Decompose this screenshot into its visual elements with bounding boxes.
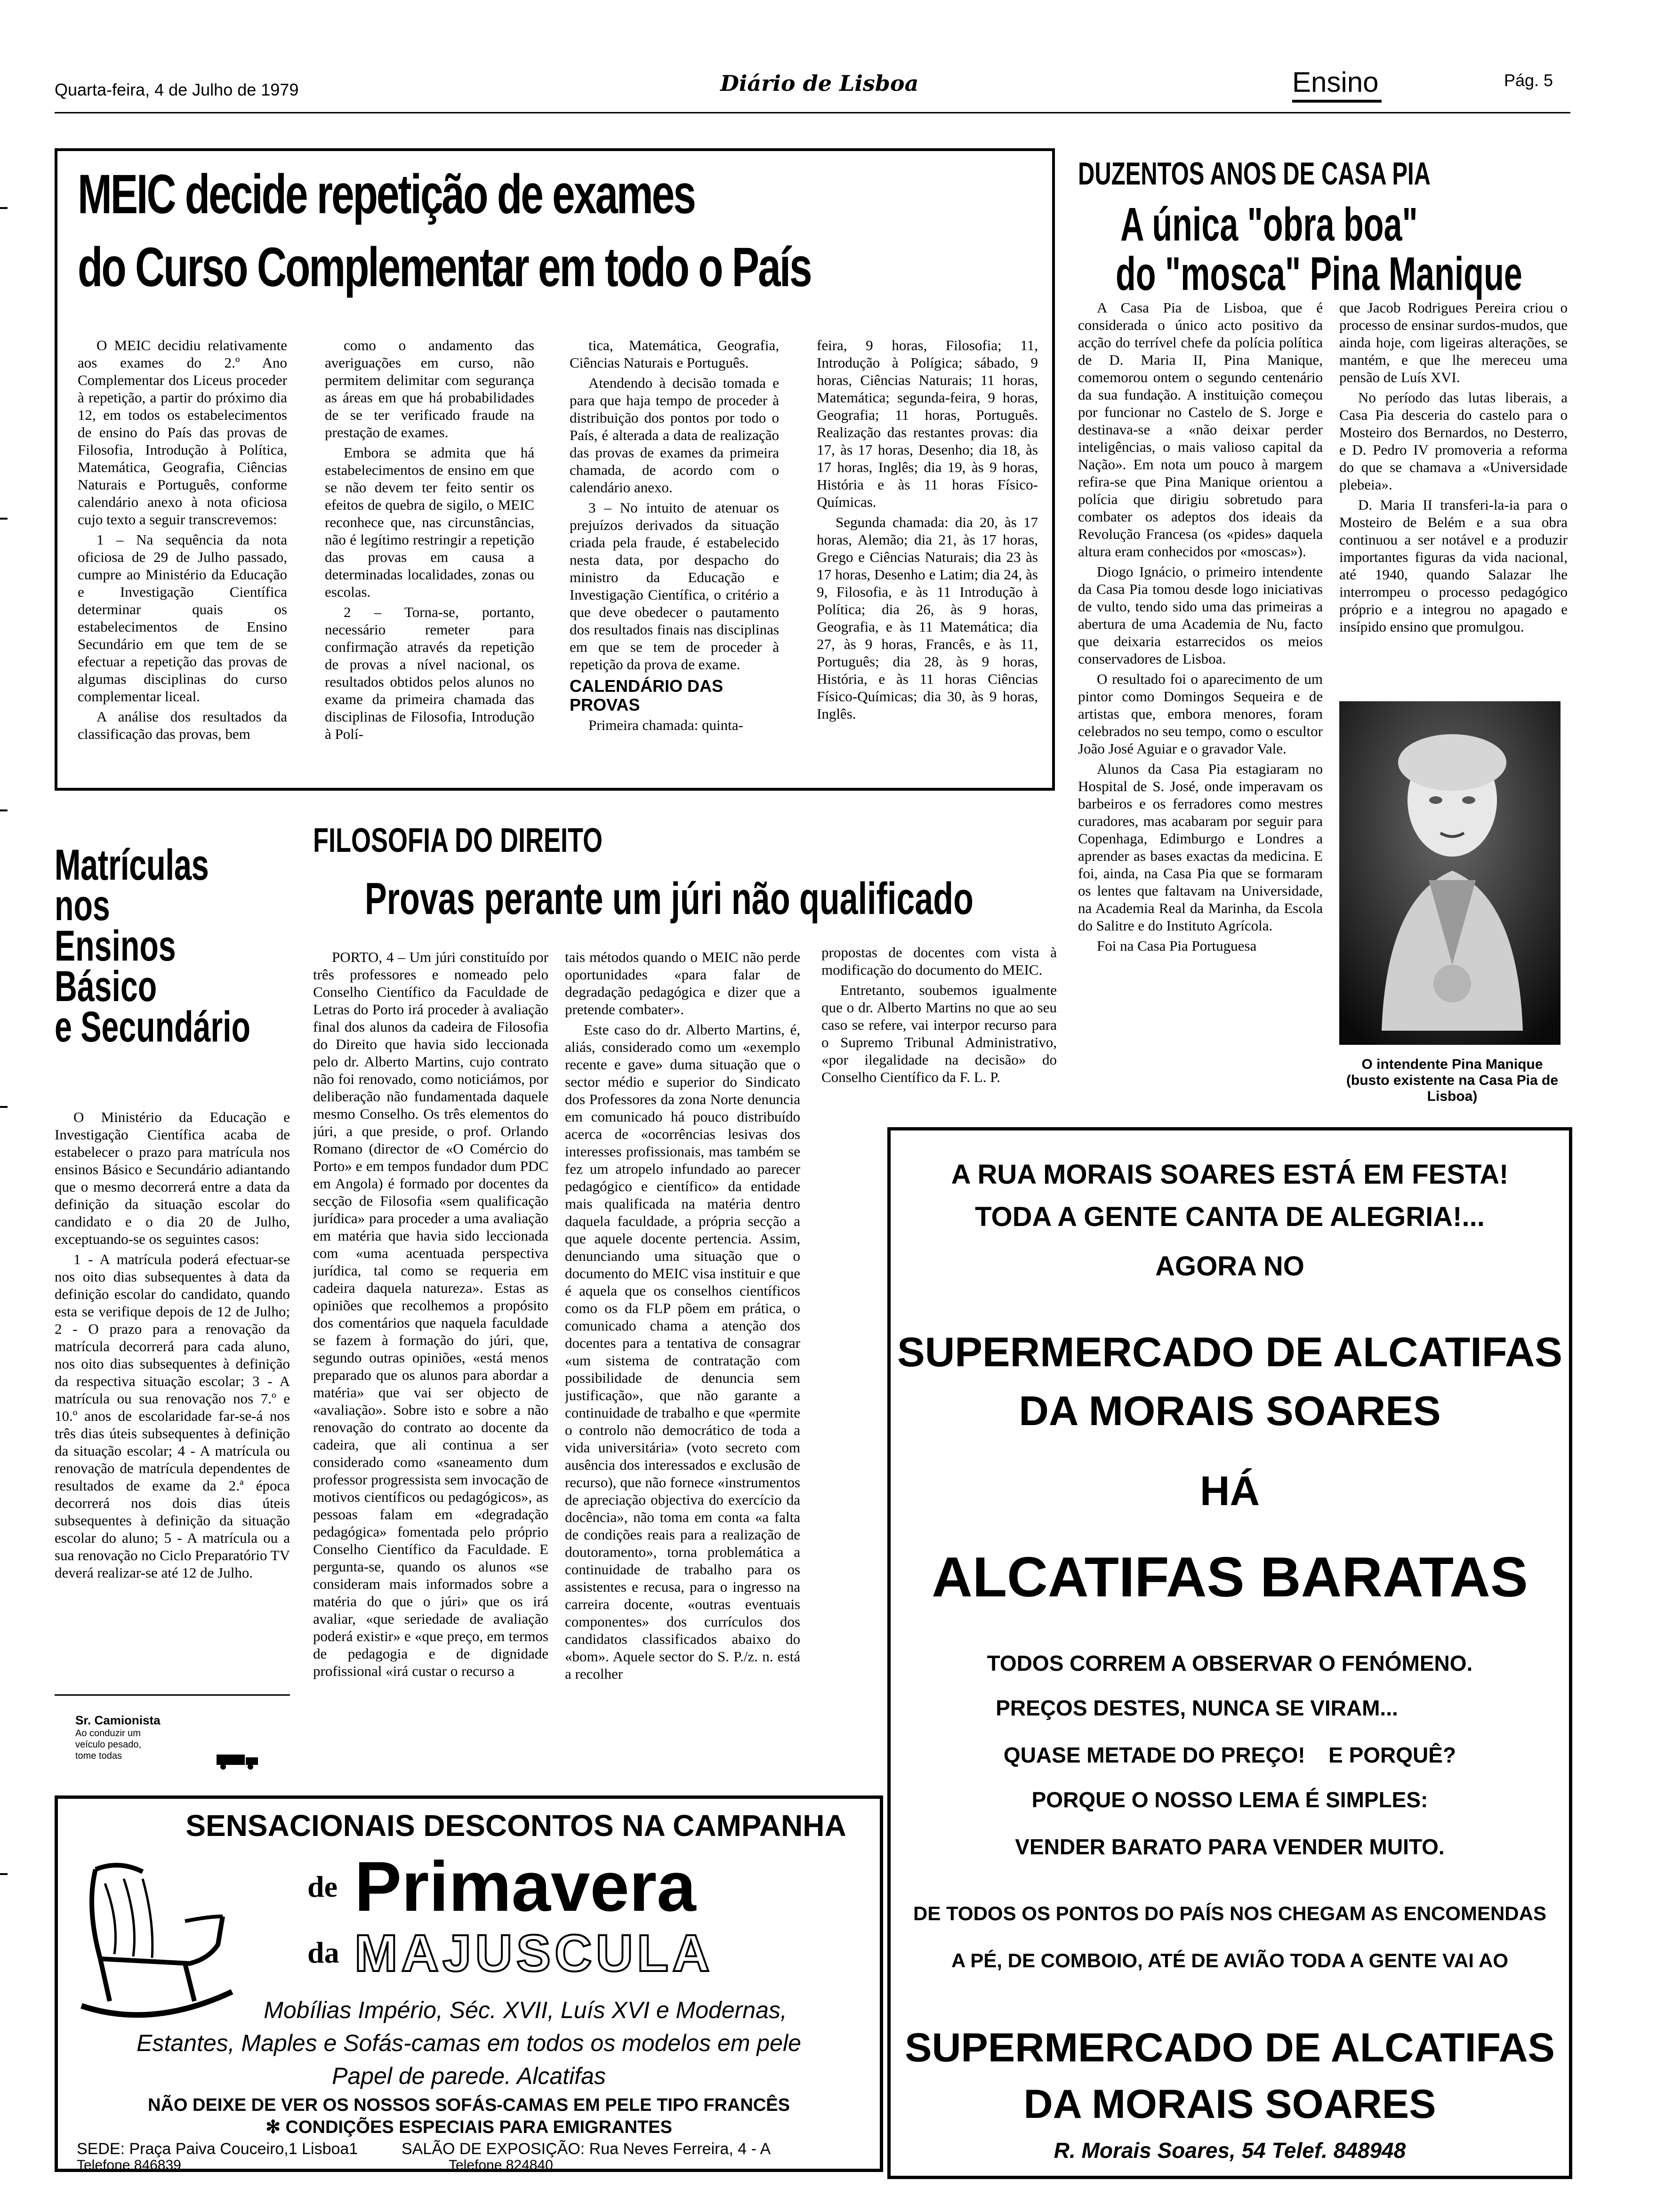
ad-line-fenomeno: TODOS CORREM A OBSERVAR O FENÓMENO.	[987, 1651, 1473, 1675]
ad-line-lema: PORQUE O NOSSO LEMA É SIMPLES:	[1031, 1787, 1428, 1812]
paragraph: Embora se admita que há estabelecimentos de ensino em que se não devem ter feito sentir os efeitos de quebra de sigilo, o MEIC reconhece que, nas circunstâncias, não é legítimo restringir a repetição das provas em causa a determinadas localidades, zonas ou escolas.	[325, 444, 534, 600]
casapia-headline-line1: A única "obra boa"	[1120, 198, 1418, 251]
ad-line-alegria: TODA A GENTE CANTA DE ALEGRIA!...	[975, 1202, 1485, 1232]
primavera-line-emigrantes: ✻ CONDIÇÕES ESPECIAIS PARA EMIGRANTES	[265, 2117, 672, 2137]
matriculas-headline-line: Matrículas	[55, 841, 209, 889]
matriculas-headline-block	[55, 841, 285, 1051]
margin-arrow-marker	[0, 207, 8, 209]
filosofia-headline: Provas perante um júri não qualificado	[365, 874, 973, 924]
meic-column-3	[570, 337, 779, 784]
camionista-text: Ao conduzir um veículo pesado, tome todas	[75, 1728, 142, 1761]
primavera-salao: SALÃO DE EXPOSIÇÃO: Rua Neves Ferreira, 4 - A	[402, 2140, 771, 2158]
paragraph: Foi na Casa Pia Portuguesa	[1097, 938, 1257, 954]
filosofia-column-1	[313, 948, 548, 1781]
paragraph: PORTO, 4 – Um júri constituído por três professores e nomeado pelo Conselho Científico da Faculdade de Letras do Porto irá proceder à avaliação final dos alunos da cadeira de Filosofia do Direito que havia sido leccionada pelo dr. Alberto Martins, cujo contrato não foi renovado, como noticiámos, por deliberação não fundamentada daquele mesmo Conselho. Os três elementos do júri, a que preside, o prof. Orlando Romano (director de «O Comércio do Porto» e em tempos fundador dum PDC em Angola) é formado por docentes da secção de Filosofia «sem qualificação jurídica» para proceder a uma avaliação em matéria que havia sido leccionada com «uma acentuada perspectiva jurídica, tal como se requeria em cadeira daquela natureza». Estas as opiniões que recolhemos a propósito dos comentários que naquela faculdade se fazem à formação do júri, que, segundo outras opiniões, «está menos preparado que os alunos para abordar a matéria» que vai ser objecto de «avaliação». Sobre isto e sobre a não renovação do contrato ao docente da cadeira, que ali continua a ser considerado como «saneamento dum professor progressista sem invocação de motivos científicos ou pedagógicos», as pessoas falam em «degradação pedagógica» fomentada pelo próprio Conselho Científico da Faculdade. E pergunta-se, quando os alunos «se consideram mais informados sobre a matéria do que o júri» que os irá avaliar, «que seriedade de avaliação poderá existir» e «que preço, em termos de pedagogia e de dignidade profissional «irá custar o recurso a	[313, 949, 548, 1679]
ad-line-morais-soares: DA MORAIS SOARES	[1019, 1387, 1441, 1434]
filosofia-column-2	[565, 948, 800, 1781]
matriculas-headline-line: nos	[55, 882, 110, 930]
meic-column-1	[78, 337, 287, 784]
filosofia-column-3	[821, 944, 1057, 1122]
primavera-tel-sede: Telefone 846839	[77, 2157, 181, 2173]
ad-line-metade-a: QUASE METADE DO PREÇO!	[1003, 1743, 1305, 1767]
paragraph: 2 – Torna-se, portanto, necessário remeter para confirmação através da repetição de provas a nível nacional, os resultados obtidos pelos alunos no exame da primeira chamada das disciplinas de Filosofia, Introdução à Polí-	[325, 604, 534, 742]
ad-line-supermercado: SUPERMERCADO DE ALCATIFAS	[897, 1329, 1562, 1375]
paragraph: A Casa Pia de Lisboa, que é considerada o único acto positivo da acção do terrível chefe da polícia política de D. Maria II, Pina Manique, comemorou ontem o segundo centenário da sua fundação. A instituição começou por funcionar no Castelo de S. Jorge e destinava-se a «não deixar perder inteligências, o mais valioso capital da Nação». Em nota um pouco à margem refira-se que Pina Manique orientou a polícia que dirigiu sobretudo para combater os adeptos dos ideais da Revolução Francesa (os «pides» daquela altura eram conhecidos por «moscas»).	[1078, 299, 1323, 560]
paragraph: feira, 9 horas, Filosofia; 11, Introdução à Polígica; sábado, 9 horas, Ciências Naturais; 11 horas, Matemática; segunda-feira, 9 horas, Geografia; 11 horas, Português. Realização das restantes provas: dia 17, às 17 horas, Desenho; dia 18, às 17 horas, Inglês; dia 19, às 9 horas, História e às 11 horas Físico-Químicas.	[817, 337, 1038, 510]
primavera-line-sofas: NÃO DEIXE DE VER OS NOSSOS SOFÁS-CAMAS EM PELE TIPO FRANCÊS	[148, 2095, 790, 2115]
meic-column-4	[817, 337, 1038, 784]
primavera-headline: SENSACIONAIS DESCONTOS NA CAMPANHA	[185, 1809, 846, 1843]
meic-headline-line1: MEIC decide repetição de exames	[78, 163, 695, 225]
primavera-word: Primavera	[354, 1847, 696, 1926]
camionista-title: Sr. Camionista	[75, 1713, 161, 1727]
paragraph: tais métodos quando o MEIC não perde oportunidades «para falar de degradação pedagógica e dizer que a pretende combater».	[565, 949, 800, 1018]
paragraph: Atendendo à decisão tomada e para que haja tempo de proceder à distribuição dos pontos por todo o País, é alterada a data de realização das provas de exames da primeira chamada, de acordo com o calendário anexo.	[570, 375, 779, 496]
bust-photo-caption: O intendente Pina Manique (busto existente na Casa Pia de Lisboa)	[1346, 1057, 1559, 1104]
meic-headline-line2: do Curso Complementar em todo o País	[78, 236, 811, 298]
margin-arrow-marker	[0, 1873, 8, 1875]
ad-line-metade-b: E PORQUÊ?	[1328, 1743, 1456, 1767]
paragraph: propostas de docentes com vista à modificação do documento do MEIC.	[821, 944, 1057, 978]
camionista-box	[75, 1713, 273, 1770]
matriculas-headline-line: Ensinos	[55, 922, 176, 970]
margin-arrow-marker	[0, 518, 8, 520]
paragraph: tica, Matemática, Geografia, Ciências Naturais e Português.	[570, 337, 779, 371]
ad-line-ha: HÁ	[1199, 1467, 1260, 1514]
paragraph: O Ministério da Educação e Investigação Científica acaba de estabelecer o prazo para matrícula nos ensinos Básico e Secundário adiantando que o mesmo decorrerá entre a data da definição da situação escolar do candidato e o dia 20 de Julho, exceptuando-se os seguintes casos:	[55, 1109, 290, 1247]
alcatifas-advertisement	[887, 1127, 1572, 2179]
matriculas-headline-line: e Secundário	[55, 1003, 250, 1051]
ad-line-metade	[891, 1742, 1569, 1768]
ad-line-morais-soares-2: DA MORAIS SOARES	[1023, 2082, 1436, 2127]
primavera-advertisement	[55, 1795, 883, 2172]
paragraph: O MEIC decidiu relativamente aos exames do 2.º Ano Complementar dos Liceus proceder à repetição, a partir do próximo dia 12, em todos os estabelecimentos de ensino do País das provas de Filosofia, Introdução à Política, Matemática, Geografia, Ciências Naturais e Português, conforme calendário anexo à nota oficiosa cujo texto a seguir transcrevemos:	[78, 337, 287, 528]
paragraph: Entretanto, soubemos igualmente que o dr. Alberto Martins no que ao seu caso se refere, vai interpor recurso para o Supremo Tribunal Administrativo, «por ilegalidade na decisão» do Conselho Científico da F. L. P.	[821, 982, 1057, 1085]
casapia-kicker: DUZENTOS ANOS DE CASA PIA	[1078, 156, 1431, 192]
filosofia-kicker: FILOSOFIA DO DIREITO	[313, 822, 603, 859]
ad-line-festa: A RUA MORAIS SOARES ESTÁ EM FESTA!	[951, 1159, 1509, 1190]
masthead-page-number: Pág. 5	[1504, 71, 1553, 90]
masthead-section: Ensino	[1292, 66, 1379, 98]
calendar-heading: CALENDÁRIO DAS PROVAS	[570, 676, 724, 714]
paragraph: Este caso do dr. Alberto Martins, é, aliás, considerado como um «exemplo recente e gave» duma situação que o sector médio e superior do Sindicato dos Professores da zona Norte denuncia em comunicado há pouco distribuído acerca de «ocorrências lesivas dos interesses profissionais, mas também se fez um atropelo infundado ao parecer pedagógico e científico» da entidade mais qualificada na matéria dentro daquela faculdade, a própria secção a que aquele docente pertencia. Assim, denunciando uma situação que o documento do MEIC visa instituir e que é aquela que os conselhos científicos como os da FLP põem em prática, o comunicado chama a atenção dos docentes para a tentativa de consagrar «um sistema de contratação com possibilidade de denuncia sem justificação», que não garante a continuidade de trabalho e que «permite o controlo não democrático de toda a vida universitária» (voto secreto com ausência dos interessados e exclusão de recurso), que não fornece «instrumentos de apreciação objectiva do exercício da docência», não toma em conta «a falta de condições reais para a realização de doutoramento», torna problemática a continuidade de trabalho para os assistentes e recusa, para o ingresso na carreira docente, «outras eventuais componentes» dos currículos dos candidatos classificados abaixo do «bom». Aquele sector do S. P./z. n. está a recolher	[565, 1021, 800, 1682]
majuscula-brand: MAJUSCULA	[354, 1924, 714, 1982]
ad-line-encomendas: DE TODOS OS PONTOS DO PAÍS NOS CHEGAM AS ENCOMENDAS	[913, 1902, 1546, 1924]
margin-arrow-marker	[0, 1106, 8, 1108]
primavera-tel-salao: Telefone 824840	[449, 2157, 553, 2173]
truck-icon	[217, 1751, 268, 1770]
pina-manique-bust-photo	[1339, 701, 1560, 1045]
ad-line-alcatifas-baratas: ALCATIFAS BARATAS	[932, 1546, 1528, 1609]
matriculas-body	[55, 1108, 290, 1692]
ad-line-vender: VENDER BARATO PARA VENDER MUITO.	[1015, 1835, 1445, 1859]
paragraph: Diogo Ignácio, o primeiro intendente da Casa Pia tomou desde logo iniciativas de vulto, tendo sido uma das primeiras a abertura de uma Academia de Nu, facto que deixaria estarrecidos os meios conservadores de Lisboa.	[1078, 563, 1323, 667]
matriculas-headline-line: Básico	[55, 962, 157, 1010]
primavera-da: da	[307, 1936, 339, 1969]
margin-arrow-marker	[0, 809, 8, 811]
primavera-line-papel: Papel de parede. Alcatifas	[332, 2063, 606, 2089]
primavera-sede: SEDE: Praça Paiva Couceiro,1 Lisboa1	[77, 2140, 358, 2158]
primavera-line-estantes: Estantes, Maples e Sofás-camas em todos os modelos em pele	[137, 2030, 801, 2056]
paragraph: Segunda chamada: dia 20, às 17 horas, Alemão; dia 21, às 17 horas, Grego e Ciências Naturais; dia 23 às 17 horas, Desenho e Latim; dia 24, às 9, Filosofia, e às 11 Introdução à Política; dia 26, às 9 horas, Geografia, e às 11 Matemática; dia 27, às 9 horas, Francês, e às 11, Português; dia 28, às 9 horas, História, e às 11 horas Ciências Físico-Químicas; dia 30, às 9 horas, Inglês.	[817, 514, 1038, 722]
bust-image	[1339, 701, 1560, 1045]
masthead-rule	[55, 112, 1570, 113]
matriculas-rule	[55, 1694, 290, 1696]
ad-address-phone: R. Morais Soares, 54 Telef. 848948	[1054, 2138, 1406, 2163]
casapia-headline-line2: do "mosca" Pina Manique	[1116, 248, 1522, 300]
section-underline	[1292, 100, 1382, 103]
paragraph: D. Maria II transferi-la-ia para o Mosteiro de Belém e a sua obra continuou a ser notável e a produzir importantes figuras da vida nacional, até 1940, quando Salazar lhe interrompeu o processo pedagógico próprio e a integrou no apagado e insípido ensino que promulgou.	[1339, 497, 1568, 635]
masthead-date: Quarta-feira, 4 de Julho de 1979	[55, 80, 299, 99]
paragraph: que Jacob Rodrigues Pereira criou o processo de ensinar surdos-mudos, que ainda hoje, com ligeiras alterações, se mantém, e que lhe mereceu uma pensão de Luís XVI.	[1339, 299, 1568, 385]
casapia-column-2	[1339, 299, 1568, 685]
paragraph: No período das lutas liberais, a Casa Pia desceria do castelo para o Mosteiro dos Bernardos, no Desterro, e D. Pedro IV promoveria a reforma do que se chamava a «Universidade plebeia».	[1339, 389, 1568, 493]
paragraph: como o andamento das averiguações em curso, não permitem delimitar com segurança as áreas em que há probabilidades de se ter verificado fraude na prestação de exames.	[325, 337, 534, 441]
paragraph: A análise dos resultados da classificação das provas, bem	[78, 708, 287, 742]
primavera-line-mobilias: Mobílias Império, Séc. XVII, Luís XVI e Modernas,	[264, 1997, 787, 2023]
primavera-de: de	[307, 1870, 338, 1903]
paragraph: 1 - A matrícula poderá efectuar-se nos oito dias subsequentes à data da definição escolar do candidato, quando esta se verifique depois de 12 de Julho; 2 - O prazo para a renovação da matrícula decorrerá para cada aluno, nos oito dias subsequentes à definição da respectiva situação escolar; 3 - A matrícula ou sua renovação nos 7.º e 10.º anos de escolaridade far-se-á nos três dias úteis subsequentes à definição da situação escolar; 4 - A matrícula ou renovação de matrícula dependentes de resultados de exame da 2.ª época decorrerá nos dois dias úteis subsequentes à definição da situação escolar do aluno; 5 - A matrícula ou a sua renovação no Ciclo Preparatório TV deverá realizar-se até 12 de Julho.	[55, 1251, 290, 1581]
ad-line-agora: AGORA NO	[1155, 1251, 1304, 1282]
paragraph: 3 – No intuito de atenuar os prejuízos derivados da situação criada pela fraude, é estabelecido nesta data, por despacho do ministro da Educação e Investigação Científica, o critério a que deve obedecer o pautamento dos resultados finais nas disciplinas em que se tem de proceder à repetição da prova de exame.	[570, 499, 779, 673]
paragraph: Primeira chamada: quinta-	[588, 717, 743, 733]
masthead-paper-name: Diário de Lisboa	[720, 71, 919, 96]
ad-line-supermercado-2: SUPERMERCADO DE ALCATIFAS	[905, 2025, 1555, 2070]
ad-line-comboio: A PÉ, DE COMBOIO, ATÉ DE AVIÃO TODA A GENTE VAI AO	[951, 1949, 1509, 1972]
paragraph: 1 – Na sequência da nota oficiosa de 29 de Julho passado, cumpre ao Ministério da Educação e Investigação Científica determinar quais os estabelecimentos de Ensino Secundário em que tem de se efectuar a repetição das provas de algumas disciplinas do curso complementar liceal.	[78, 531, 287, 705]
paragraph: Alunos da Casa Pia estagiaram no Hospital de S. José, onde imperavam os barbeiros e os ferradores como mestres curadores, mas acabaram por seguir para Copenhaga, Edimburgo e Londres a aprender as bases exactas da medicina. E foi, ainda, na Casa Pia que se formaram os lentes que faltavam na Universidade, na Academia Real da Marinha, da Escola do Salitre e do Instituto Agrícola.	[1078, 761, 1323, 934]
casapia-column-1	[1078, 299, 1323, 1125]
meic-column-2	[325, 337, 534, 784]
paragraph: O resultado foi o aparecimento de um pintor como Domingos Sequeira e de artistas que, embora menores, foram celebrados no seu tempo, como o escultor João José Aguiar e o gravador Vale.	[1078, 671, 1323, 757]
ad-line-precos: PREÇOS DESTES, NUNCA SE VIRAM...	[996, 1696, 1398, 1720]
